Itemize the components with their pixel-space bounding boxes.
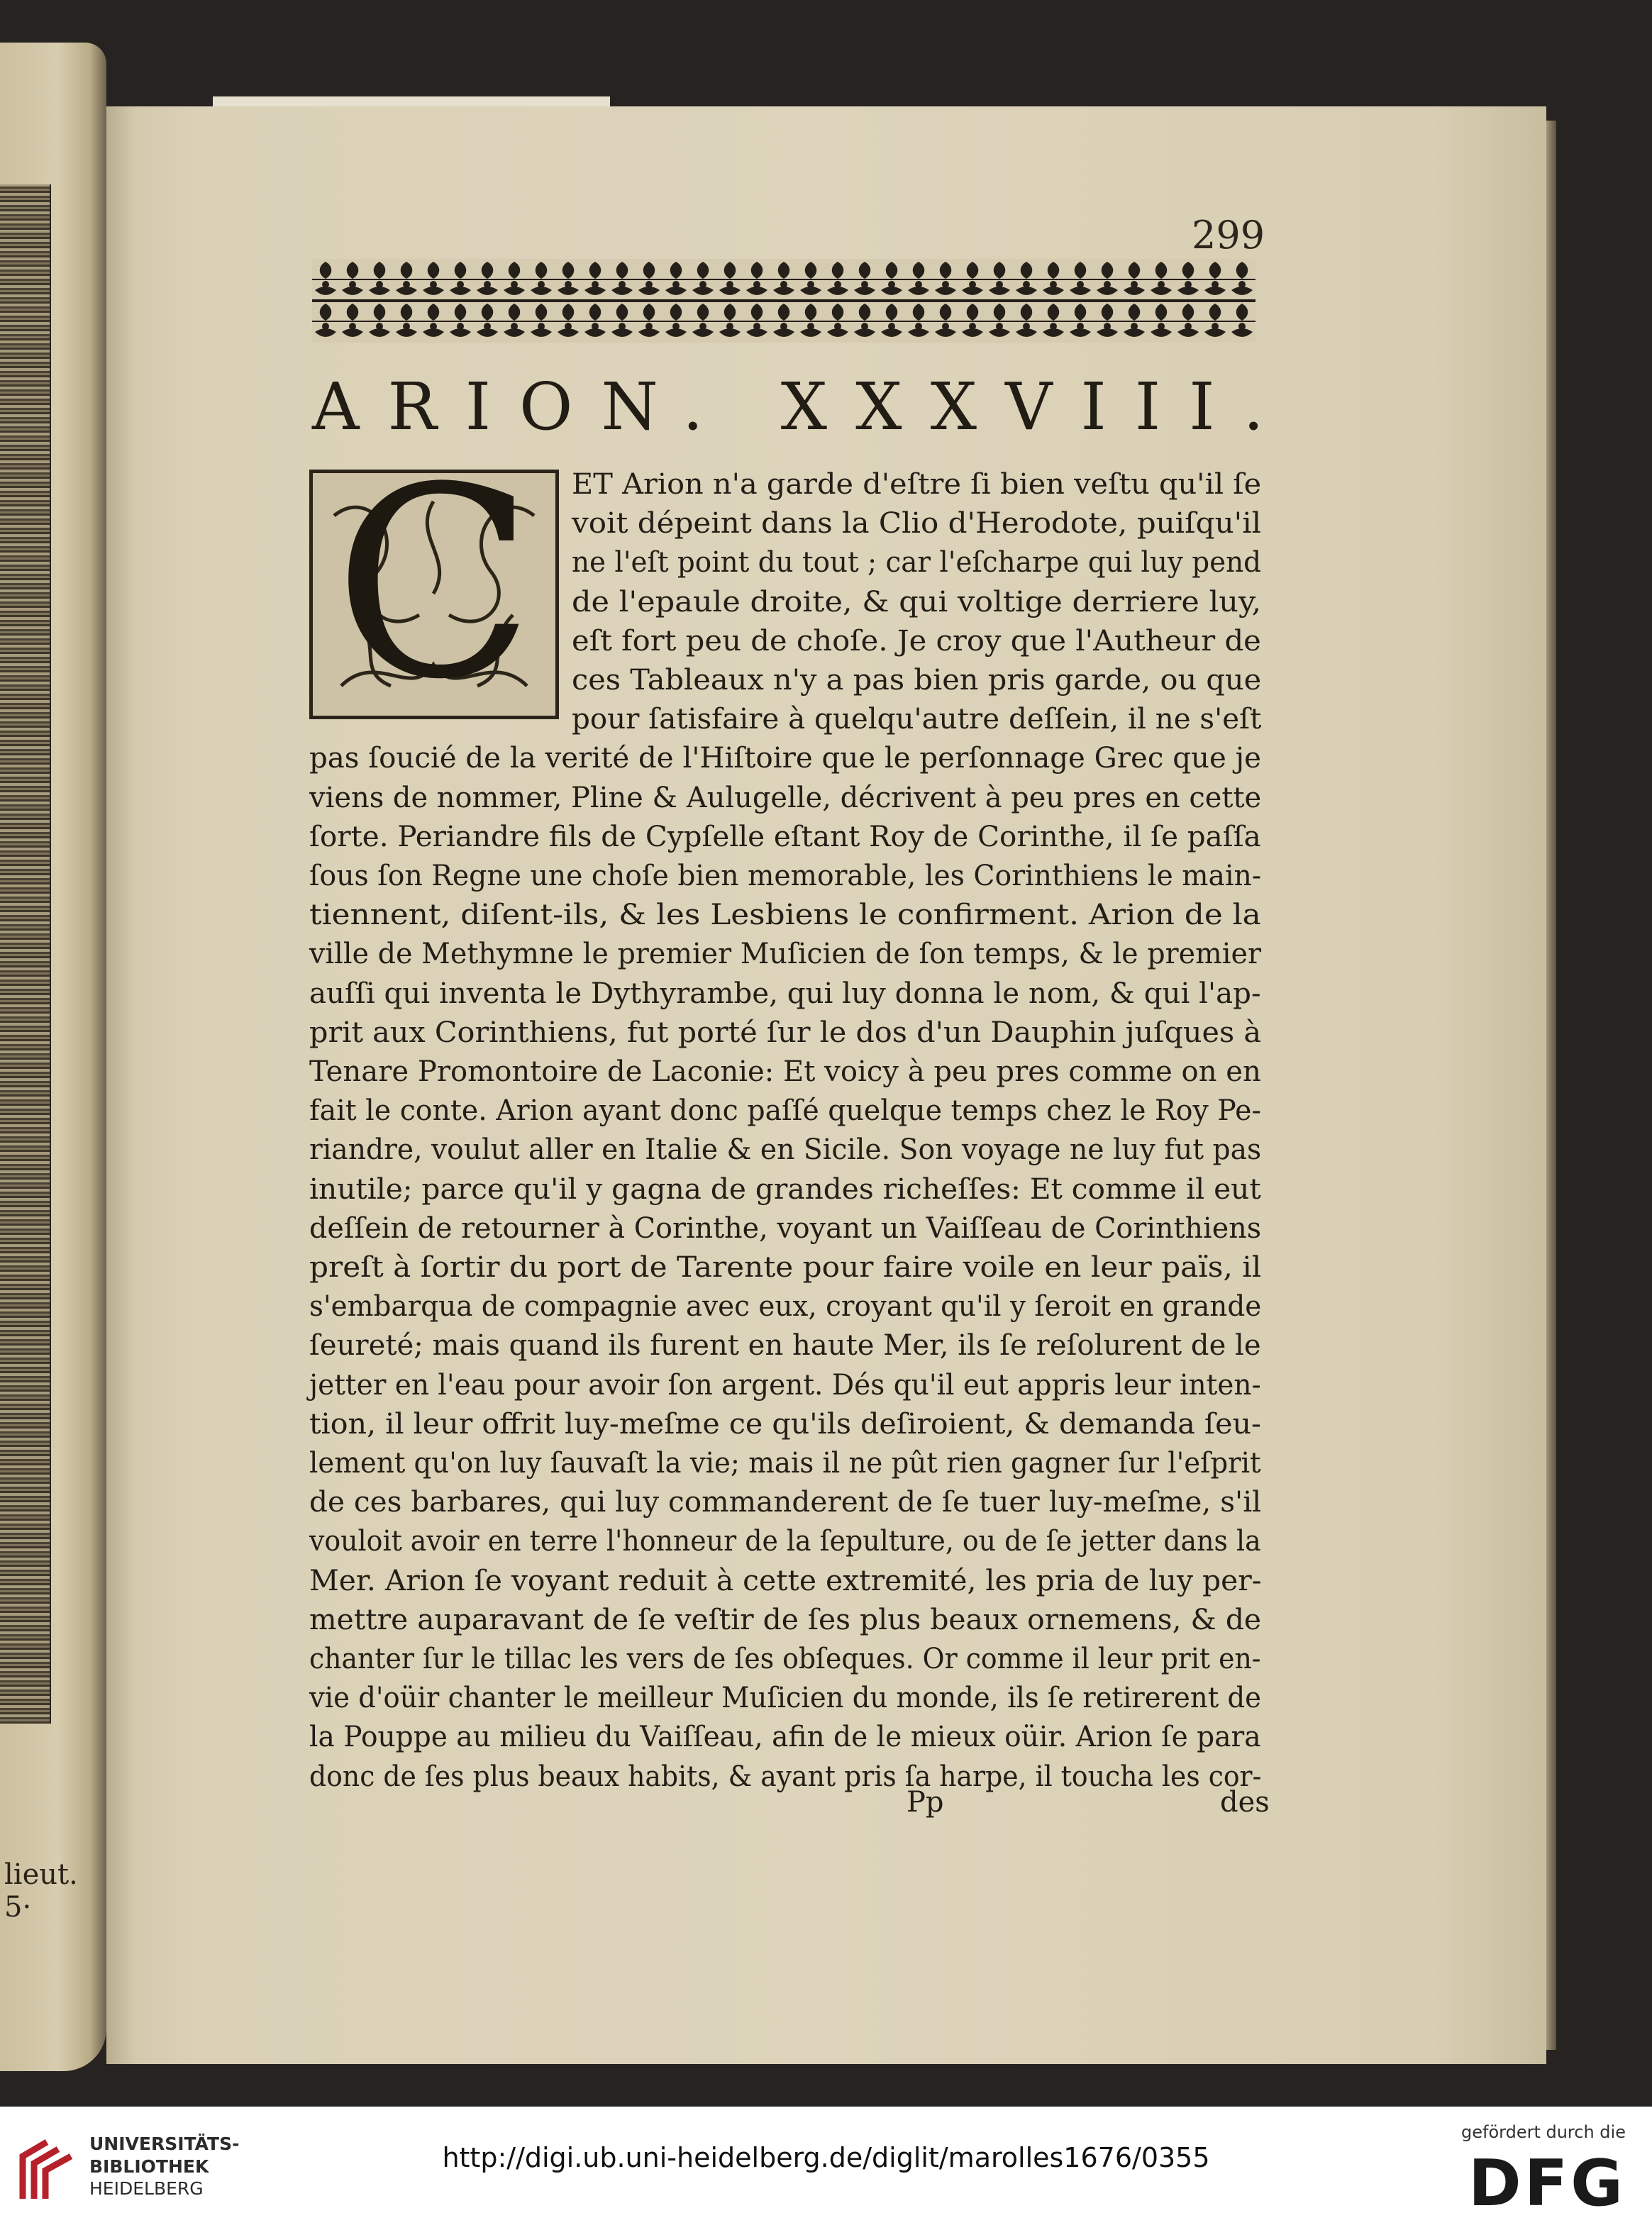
text-line: Mer. Arion ſe voyant reduit à cette extremité, les pria de luy per- [309,1564,1262,1597]
text-line: ſorte. Periandre fils de Cypſelle eſtant Roy de Corinthe, il ſe paſſa [309,820,1261,853]
text-line: eſt fort peu de choſe. Je croy que l'Autheur de [572,624,1261,658]
text-line: jetter en l'eau pour avoir ſon argent. Dés qu'il eut appris leur inten- [309,1368,1261,1402]
decorated-initial [309,432,559,737]
institution-name-line2: BIBLIOTHEK [89,2156,209,2177]
text-line: ne l'eſt point du tout ; car l'eſcharpe qui luy pend [572,546,1262,579]
text-line: vie d'oüir chanter le meilleur Muſicien du monde, ils ſe retirerent de [309,1682,1261,1715]
signature-mark: Pp [907,1786,944,1819]
text-line: la Pouppe au milieu du Vaiſſeau, afin de le mieux oüir. Arion ſe para [309,1721,1261,1754]
text-line: ces Tableaux n'y a pas bien pris garde, ou que [572,664,1262,697]
catchword: des [1220,1786,1270,1819]
page-url-link[interactable]: http://digi.ub.uni-heidelberg.de/diglit/marolles1676/0355 [442,2142,1210,2173]
text-line: tion, il leur offrit luy-meſme ce qu'ils deſiroient, & demanda ſeu- [309,1407,1261,1441]
text-line: lement qu'on luy ſauvaſt la vie; mais il ne pût rien gagner ſur l'eſprit [309,1447,1261,1480]
text-line: pour ſatisfaire à quelqu'autre deſſein, il ne s'eſt [572,703,1262,736]
page-number: 299 [1192,213,1265,257]
institution-name-line3: HEIDELBERG [89,2178,204,2199]
text-line: viens de nommer, Pline & Aulugelle, décrivent à peu pres en cette [309,781,1262,814]
text-line: preſt à ſortir du port de Tarente pour faire voile en leur païs, il [309,1251,1262,1284]
chapter-heading: ARION. XXXVIII. [312,369,1292,445]
funder-text: gefördert durch die [1461,2122,1626,2142]
text-line: fait le conte. Arion ayant donc paſſé quelque temps chez le Roy Pe- [309,1094,1261,1128]
footer-bar [0,2107,1652,2230]
text-line: inutile; parce qu'il y gagna de grandes richeſſes: Et comme il eut [309,1172,1261,1206]
text-line: ſous ſon Regne une choſe bien memorable, les Corinthiens le main- [309,860,1262,892]
text-line: chanter ſur le tillac les vers de ſes obſeques. Or comme il leur prit en- [309,1643,1261,1675]
text-line: mettre auparavant de ſe veſtir de ſes plus beaux ornemens, & de [309,1603,1262,1636]
text-line: de l'epaule droite, & qui voltige derriere luy, [572,585,1262,618]
text-line: s'embarqua de compagnie avec eux, croyant qu'il y ſeroit en grande [309,1290,1262,1324]
text-line: prit aux Corinthiens, fut porté ſur le dos d'un Dauphin juſques à [309,1016,1261,1049]
text-line: riandre, voulut aller en Italie & en Sicile. Son voyage ne luy fut pas [309,1133,1262,1167]
text-line: de ces barbares, qui luy commanderent de ſe tuer luy-meſme, s'il [309,1486,1262,1519]
left-facing-page [0,43,106,2071]
text-line: voit dépeint dans la Clio d'Herodote, puiſqu'il [572,507,1262,540]
dfg-logo: DFG [1468,2146,1626,2221]
text-line: pas ſoucié de la verité de l'Hiſtoire que le perſonnage Grec que je [309,742,1261,775]
left-page-engraving [0,184,51,1724]
initial-letter: C [333,432,535,737]
text-line: ville de Methymne le premier Muſicien de ſon temps, & le premier [309,938,1261,971]
left-page-caption: lieut. 5· [4,1858,78,1924]
text-line: tiennent, diſent-ils, & les Lesbiens le confirment. Arion de la [309,899,1261,932]
text-line: vouloit avoir en terre l'honneur de la ſepulture, ou de ſe jetter dans la [309,1525,1261,1558]
headpiece-ornament [312,259,1255,343]
page-edge [1546,121,1556,2050]
text-line: ET Arion n'a garde d'eſtre ſi bien veſtu qu'il ſe [572,468,1262,501]
text-line: deſſein de retourner à Corinthe, voyant un Vaiſſeau de Corinthiens [309,1211,1262,1245]
text-line: donc de ſes plus beaux habits, & ayant pris ſa harpe, il toucha les cor- [309,1760,1262,1793]
institution-name-line1: UNIVERSITÄTS- [89,2134,240,2154]
text-line: auſſi qui inventa le Dythyrambe, qui luy donna le nom, & qui l'ap- [309,977,1261,1010]
text-line: ſeureté; mais quand ils furent en haute Mer, ils ſe reſolurent de le [309,1329,1261,1363]
text-line: Tenare Promontoire de Laconie: Et voicy à peu pres comme on en [309,1055,1261,1088]
